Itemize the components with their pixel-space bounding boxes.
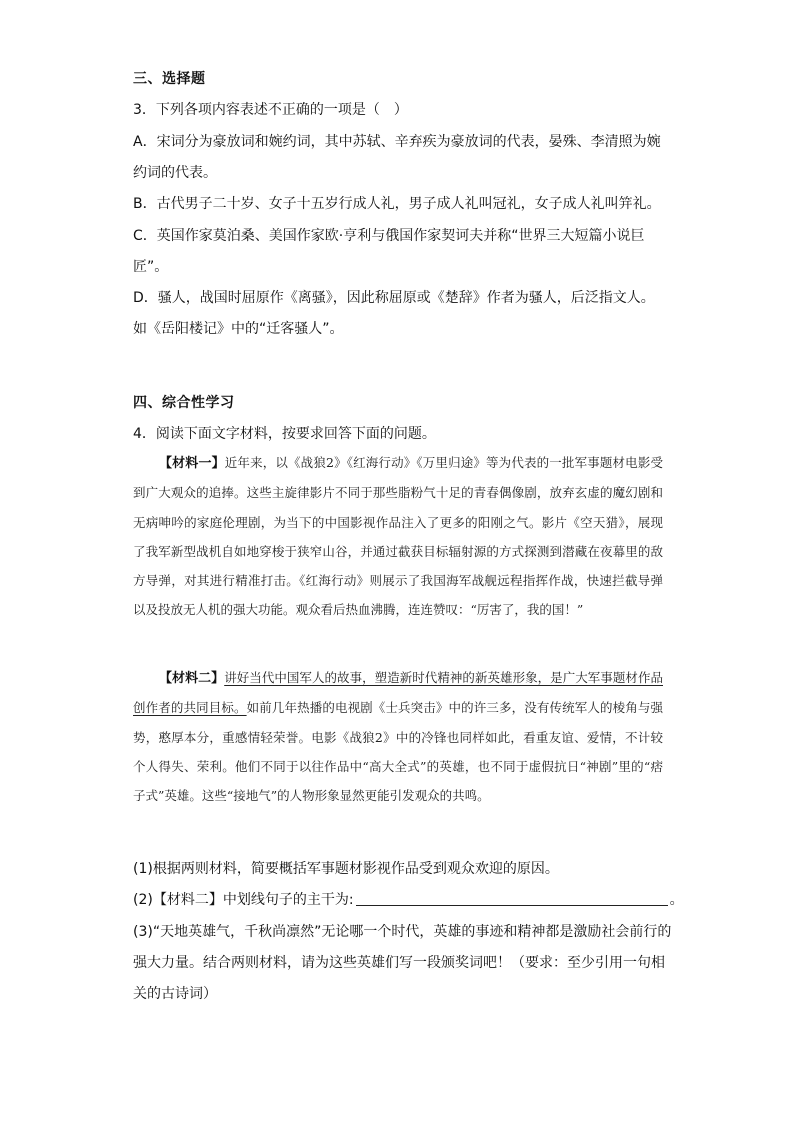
answer-blank[interactable] (356, 891, 668, 906)
sub-question-3-line-1: (3)“天地英雄气，千秋尚凛然”无论哪一个时代，英雄的事迹和精神都是激励社会前行的 (133, 924, 672, 940)
sub-question-2-prefix: (2)【材料二】中划线句子的主干为: (133, 892, 354, 908)
material-1-tag: 【材料一】 (159, 456, 225, 471)
option-c-line-2: 匠”。 (133, 259, 169, 275)
option-a-line-2: 约词的代表。 (133, 165, 217, 181)
sub-question-1: (1)根据两则材料，简要概括军事题材影视作品受到观众欢迎的原因。 (133, 861, 559, 877)
sub-question-2-suffix: 。 (669, 892, 684, 908)
option-a-line-1: A．宋词分为豪放词和婉约词，其中苏轼、辛弃疾为豪放词的代表，晏殊、李清照为婉 (133, 134, 661, 150)
section-4-heading: 四、综合性学习 (133, 395, 235, 411)
question-3-stem: 3．下列各项内容表述不正确的一项是（ ） (133, 102, 408, 118)
option-c-line-1: C．英国作家莫泊桑、美国作家欧·亨利与俄国作家契诃夫并称“世界三大短篇小说巨 (133, 228, 645, 244)
section-3-heading: 三、选择题 (133, 71, 206, 87)
sub-question-2 (133, 889, 684, 909)
material-2-underlined-sentence: 讲好当代中国军人的故事，塑造新时代精神的新英雄形象，是广大军事题材作品创作者的共同目标。 (133, 670, 663, 716)
option-d-line-2: 如《岳阳楼记》中的“迁客骚人”。 (133, 321, 344, 337)
option-b: B．古代男子二十岁、女子十五岁行成人礼，男子成人礼叫冠礼，女子成人礼叫笄礼。 (133, 196, 661, 212)
sub-question-3-line-3: 关的古诗词） (133, 986, 217, 1002)
material-2-text: 如前几年热播的电视剧《士兵突击》中的许三多，没有传统军人的棱角与强势，憨厚本分，重感情轻荣誉。电影《战狼2》中的冷锋也同样如此，看重友谊、爱情，不计较个人得失、荣利。他们不同于以往作品中“高大全式”的英雄，也不同于虚假抗日“神剧”里的“痞子式”英雄。这些“接地气”的人物形象显然更能引发观众的共鸣。 (133, 700, 663, 804)
material-2 (133, 663, 663, 810)
option-d-line-1: D．骚人，战国时屈原作《离骚》，因此称屈原或《楚辞》作者为骚人，后泛指文人。 (133, 290, 655, 306)
material-1-text: 近年来，以《战狼2》《红海行动》《万里归途》等为代表的一批军事题材电影受到广大观众的追捧。这些主旋律影片不同于那些脂粉气十足的青春偶像剧，放弃玄虚的魔幻剧和无病呻吟的家庭伦理剧，为当下的中国影视作品注入了更多的阳刚之气。影片《空天猎》，展现了我军新型战机自如地穿梭于狭窄山谷，并通过截获目标辐射源的方式探测到潜藏在夜幕里的敌方导弹，对其进行精准打击。《红海行动》则展示了我国海军战舰远程指挥作战，快速拦截导弹以及投放无人机的强大功能。观众看后热血沸腾，连连赞叹：“厉害了，我的国！” (133, 455, 663, 618)
sub-question-3-line-2: 强大力量。结合两则材料，请为这些英雄们写一段颁奖词吧！（要求：至少引用一句相 (133, 955, 665, 971)
material-2-tag: 【材料二】 (159, 671, 225, 686)
question-4-stem: 4．阅读下面文字材料，按要求回答下面的问题。 (133, 426, 436, 442)
material-1 (133, 448, 663, 625)
